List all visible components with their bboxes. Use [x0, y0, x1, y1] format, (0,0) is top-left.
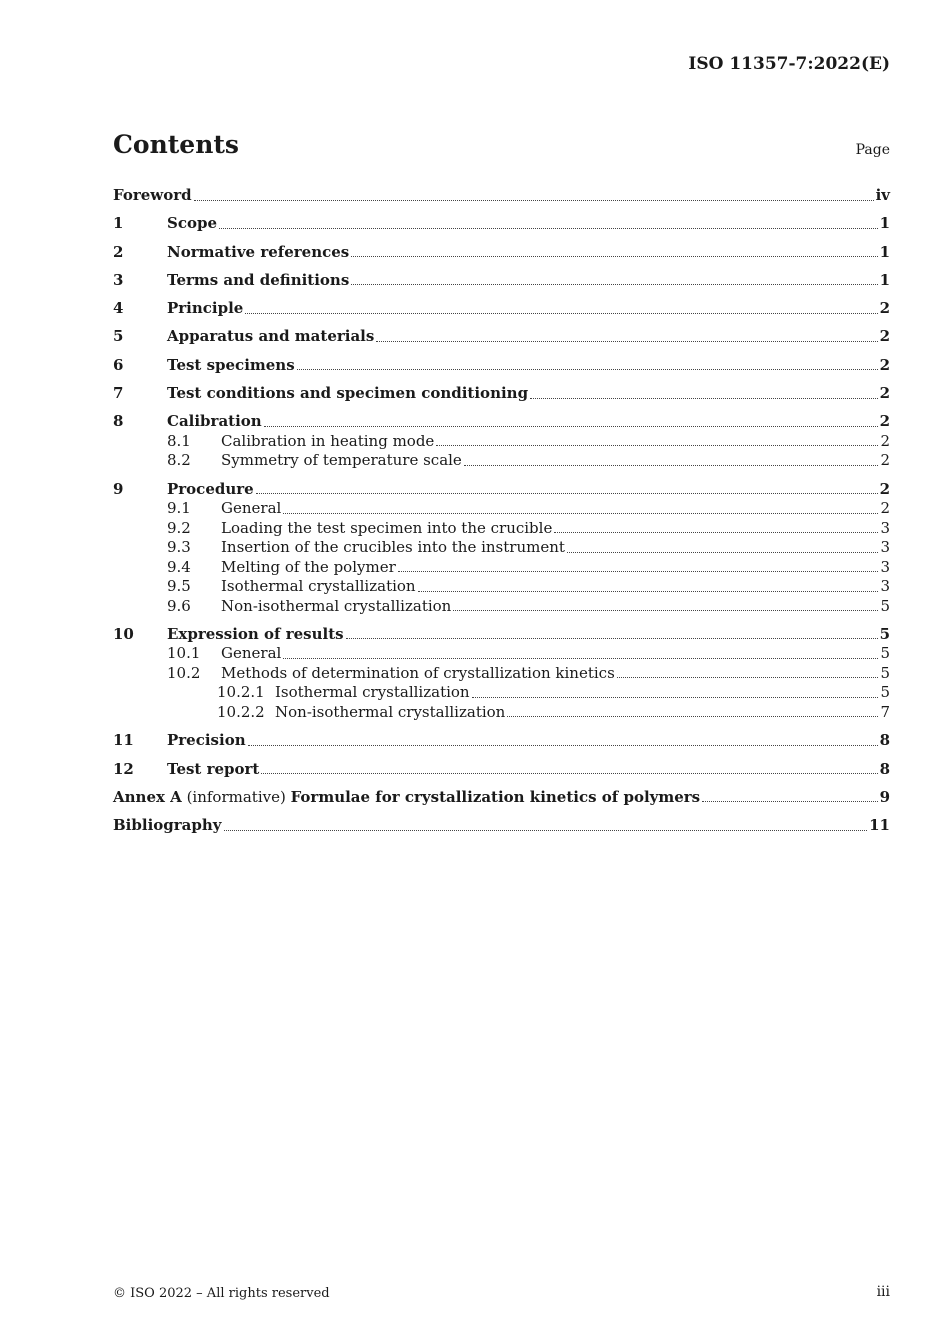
dot-leader [472, 697, 878, 698]
toc-entry[interactable] [113, 499, 890, 519]
page-column-label: Page [855, 142, 890, 158]
dot-leader [351, 256, 877, 257]
toc-entry[interactable] [113, 731, 890, 751]
toc-entry[interactable] [113, 327, 890, 347]
dot-leader [376, 341, 877, 342]
toc-entry[interactable] [113, 558, 890, 578]
dot-leader [245, 313, 877, 314]
toc-entry-number: 10.2.1 [217, 683, 265, 702]
toc-entry-page: 3 [880, 538, 890, 557]
toc-entry-label: Expression of results [167, 624, 344, 643]
dot-leader [224, 830, 868, 831]
toc-entry[interactable] [113, 299, 890, 319]
toc-entry-page: 1 [879, 214, 890, 233]
dot-leader [351, 284, 877, 285]
toc-entry-label: Precision [167, 731, 246, 750]
toc-entry-page: 5 [880, 596, 890, 615]
toc-entry-page: 3 [880, 557, 890, 576]
toc-entry-page: 2 [879, 384, 890, 403]
toc-entry-page: 2 [879, 479, 890, 498]
toc-entry-label: Calibration [167, 412, 262, 431]
toc-entry[interactable] [113, 538, 890, 558]
toc-entry-number: 8.2 [167, 451, 191, 470]
dot-leader [554, 532, 878, 533]
toc-entry-number: 8.1 [167, 431, 191, 450]
toc-entry-label: General [221, 644, 282, 663]
page-number: iii [876, 1284, 890, 1300]
toc-entry-label: Melting of the polymer [221, 557, 396, 576]
toc-entry-page: 5 [880, 683, 890, 702]
dot-leader [346, 638, 878, 639]
dot-leader [567, 552, 878, 553]
toc-entry-page: 7 [880, 702, 890, 721]
document-id: ISO 11357-7:2022(E) [688, 54, 890, 74]
toc-entry-label: Test report [167, 759, 260, 778]
toc-entry-number: 9 [113, 479, 124, 498]
toc-entry-number: 12 [113, 759, 134, 778]
toc-entry-label: Scope [167, 214, 218, 233]
toc-entry-number: 9.3 [167, 538, 191, 557]
toc-entry-page: 2 [879, 412, 890, 431]
toc-entry-label: Normative references [167, 242, 350, 261]
toc-entry-page: 2 [879, 299, 890, 318]
toc-entry[interactable] [113, 644, 890, 664]
toc-entry[interactable] [113, 480, 890, 500]
toc-entry[interactable] [113, 625, 890, 645]
toc-entry-page: 2 [880, 451, 890, 470]
dot-leader [248, 745, 878, 746]
toc-entry-page: 3 [880, 577, 890, 596]
toc-entry-page: 8 [879, 731, 890, 750]
toc-entry-label: Isothermal crystallization [221, 577, 416, 596]
table-of-contents [113, 184, 890, 836]
toc-entry[interactable] [113, 214, 890, 234]
dot-leader [297, 369, 878, 370]
page-title: Contents [113, 130, 240, 159]
toc-entry-label: Symmetry of temperature scale [221, 451, 462, 470]
dot-leader [530, 398, 878, 399]
toc-entry-page: 5 [880, 663, 890, 682]
toc-entry-label: Insertion of the crucibles into the instrument [221, 538, 565, 557]
toc-entry-label: Non-isothermal crystallization [275, 702, 506, 721]
toc-entry-number: 4 [113, 299, 124, 318]
dot-leader [453, 610, 878, 611]
toc-entry-label: Isothermal crystallization [275, 683, 470, 702]
dot-leader [398, 571, 878, 572]
toc-entry-number: 2 [113, 242, 124, 261]
toc-entry-page: 5 [879, 624, 890, 643]
toc-entry[interactable] [113, 271, 890, 291]
toc-entry-number: 9.4 [167, 557, 191, 576]
toc-entry-number: 7 [113, 384, 124, 403]
toc-entry-number: 11 [113, 731, 134, 750]
toc-entry-label: Procedure [167, 479, 254, 498]
toc-entry-label: Loading the test specimen into the crucible [221, 518, 553, 537]
dot-leader [264, 426, 878, 427]
dot-leader [507, 716, 878, 717]
toc-entry[interactable] [113, 356, 890, 376]
toc-entry-page: 3 [880, 518, 890, 537]
toc-entry-page: 2 [879, 355, 890, 374]
toc-entry-label: General [221, 499, 282, 518]
toc-entry-number: 9.1 [167, 499, 191, 518]
toc-entry-label: Principle [167, 299, 244, 318]
toc-entry-number: 9.2 [167, 518, 191, 537]
toc-entry-page: 8 [879, 759, 890, 778]
toc-entry-page: 11 [869, 816, 890, 835]
toc-entry-page: 2 [880, 431, 890, 450]
toc-entry-page: 1 [879, 270, 890, 289]
toc-entry[interactable] [113, 519, 890, 539]
toc-entry-page: iv [875, 186, 890, 204]
toc-entry-page: 2 [879, 327, 890, 346]
dot-leader [256, 493, 878, 494]
dot-leader [194, 200, 874, 201]
toc-entry-label: Non-isothermal crystallization [221, 596, 452, 615]
dot-leader [219, 228, 878, 229]
toc-entry-label: Test specimens [167, 355, 295, 374]
toc-entry[interactable] [113, 186, 890, 206]
dot-leader [283, 658, 878, 659]
toc-entry[interactable] [113, 703, 890, 723]
toc-entry-number: 1 [113, 214, 124, 233]
toc-entry-label: Test conditions and specimen conditioning [167, 384, 529, 403]
dot-leader [702, 801, 877, 802]
toc-entry-label: Terms and definitions [167, 270, 350, 289]
toc-entry-label: Apparatus and materials [167, 327, 375, 346]
toc-entry-label: Methods of determination of crystallization kinetics [221, 663, 615, 682]
toc-entry-label: Calibration in heating mode [221, 431, 435, 450]
toc-entry-number: 10 [113, 624, 134, 643]
toc-entry-number: 9.6 [167, 596, 191, 615]
toc-entry[interactable] [113, 577, 890, 597]
toc-entry[interactable] [113, 384, 890, 404]
dot-leader [261, 773, 877, 774]
toc-entry[interactable] [113, 760, 890, 780]
toc-entry[interactable] [113, 432, 890, 452]
toc-entry-label: Bibliography [113, 816, 222, 835]
toc-entry-number: 8 [113, 412, 124, 431]
toc-entry[interactable] [113, 816, 890, 836]
toc-entry-page: 5 [880, 644, 890, 663]
toc-entry-label: Annex A (informative) Formulae for crystallization kinetics of polymers [113, 787, 701, 806]
toc-entry[interactable] [113, 664, 890, 684]
toc-entry-number: 10.2 [167, 663, 201, 682]
dot-leader [617, 677, 878, 678]
toc-entry-number: 5 [113, 327, 124, 346]
toc-entry-page: 1 [879, 242, 890, 261]
dot-leader [436, 445, 878, 446]
toc-entry-number: 3 [113, 270, 124, 289]
toc-entry-number: 10.2.2 [217, 702, 265, 721]
toc-entry-number: 10.1 [167, 644, 201, 663]
copyright-footer: © ISO 2022 – All rights reserved [113, 1286, 330, 1301]
dot-leader [464, 465, 878, 466]
toc-entry-page: 9 [879, 787, 890, 806]
toc-entry[interactable] [113, 683, 890, 703]
toc-entry[interactable] [113, 451, 890, 471]
dot-leader [418, 591, 878, 592]
toc-entry-number: 9.5 [167, 577, 191, 596]
toc-entry-number: 6 [113, 355, 124, 374]
toc-entry[interactable] [113, 788, 890, 808]
toc-entry[interactable] [113, 597, 890, 617]
toc-entry-label: Foreword [113, 186, 192, 204]
toc-entry-page: 2 [880, 499, 890, 518]
dot-leader [283, 513, 878, 514]
toc-entry[interactable] [113, 412, 890, 432]
toc-entry[interactable] [113, 243, 890, 263]
